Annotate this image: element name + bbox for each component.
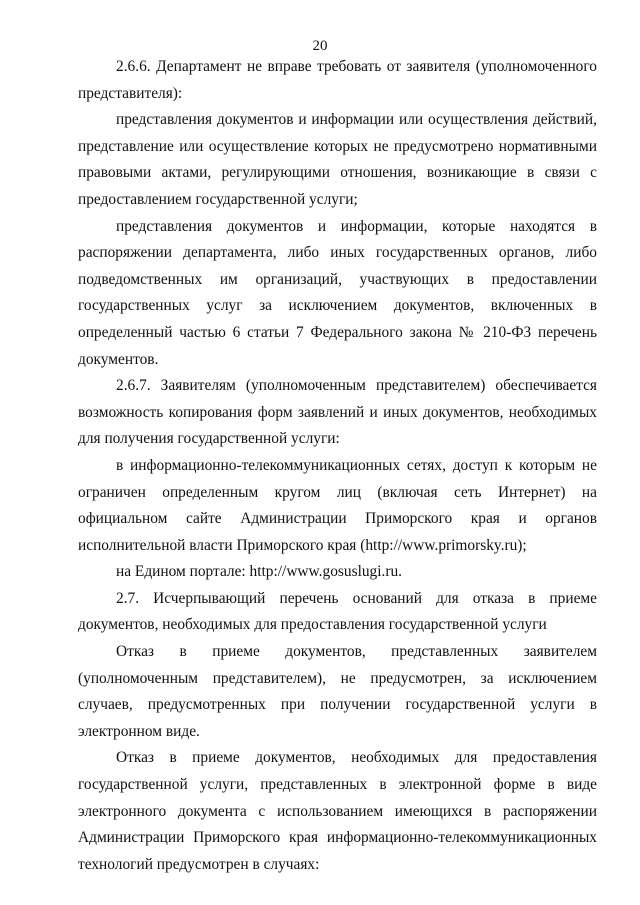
- paragraph-documents-information: представления документов и информации, которые находятся в распоряжении департамента, либо иных государственных органов, либо подведомственных им организаций, участвующих в предоставлении государственных услуг за исключением документов, включенных в определенный частью 6 статьи 7 Федерального закона № 210-ФЗ перечень документов.: [78, 217, 597, 368]
- document-body: [78, 54, 597, 878]
- page-number: 20: [312, 38, 328, 54]
- paragraph-2-7: 2.7. Исчерпывающий перечень оснований для отказа в приеме документов, необходимых для предоставления государственной услуги: [78, 589, 597, 634]
- paragraph-refusal-not-provided: Отказ в приеме документов, представленных заявителем (уполномоченным представителем), не предусмотрен, за исключением случаев, предусмотренных при получении государственной услуги в электронном виде.: [78, 643, 597, 740]
- paragraph-documents-actions: представления документов и информации или осуществления действий, представление или осуществление которых не предусмотрено нормативными правовыми актами, регулирующими отношения, возникающие в связи с предоставлением государственной услуги;: [78, 111, 597, 208]
- paragraph-2-6-7: 2.6.7. Заявителям (уполномоченным представителем) обеспечивается возможность копирования форм заявлений и иных документов, необходимых для получения государственной услуги:: [78, 377, 597, 448]
- paragraph-unified-portal: на Едином портале: http://www.gosuslugi.ru.: [116, 563, 403, 581]
- paragraph-refusal-electronic: Отказ в приеме документов, необходимых для предоставления государственной услуги, представленных в электронной форме в виде электронного документа с использованием имеющихся в распоряжении Администрации Приморского края информационно-телекоммуникационных технологий предусмотрен в случаях:: [78, 749, 597, 873]
- paragraph-internet-networks: в информационно-телекоммуникационных сетях, доступ к которым не ограничен определенным кругом лиц (включая сеть Интернет) на официальном сайте Администрации Приморского края и органов исполнительной власти Приморского края (http://www.primorsky.ru);: [78, 456, 597, 554]
- paragraph-2-6-6: 2.6.6. Департамент не вправе требовать от заявителя (уполномоченного представителя):: [78, 58, 597, 102]
